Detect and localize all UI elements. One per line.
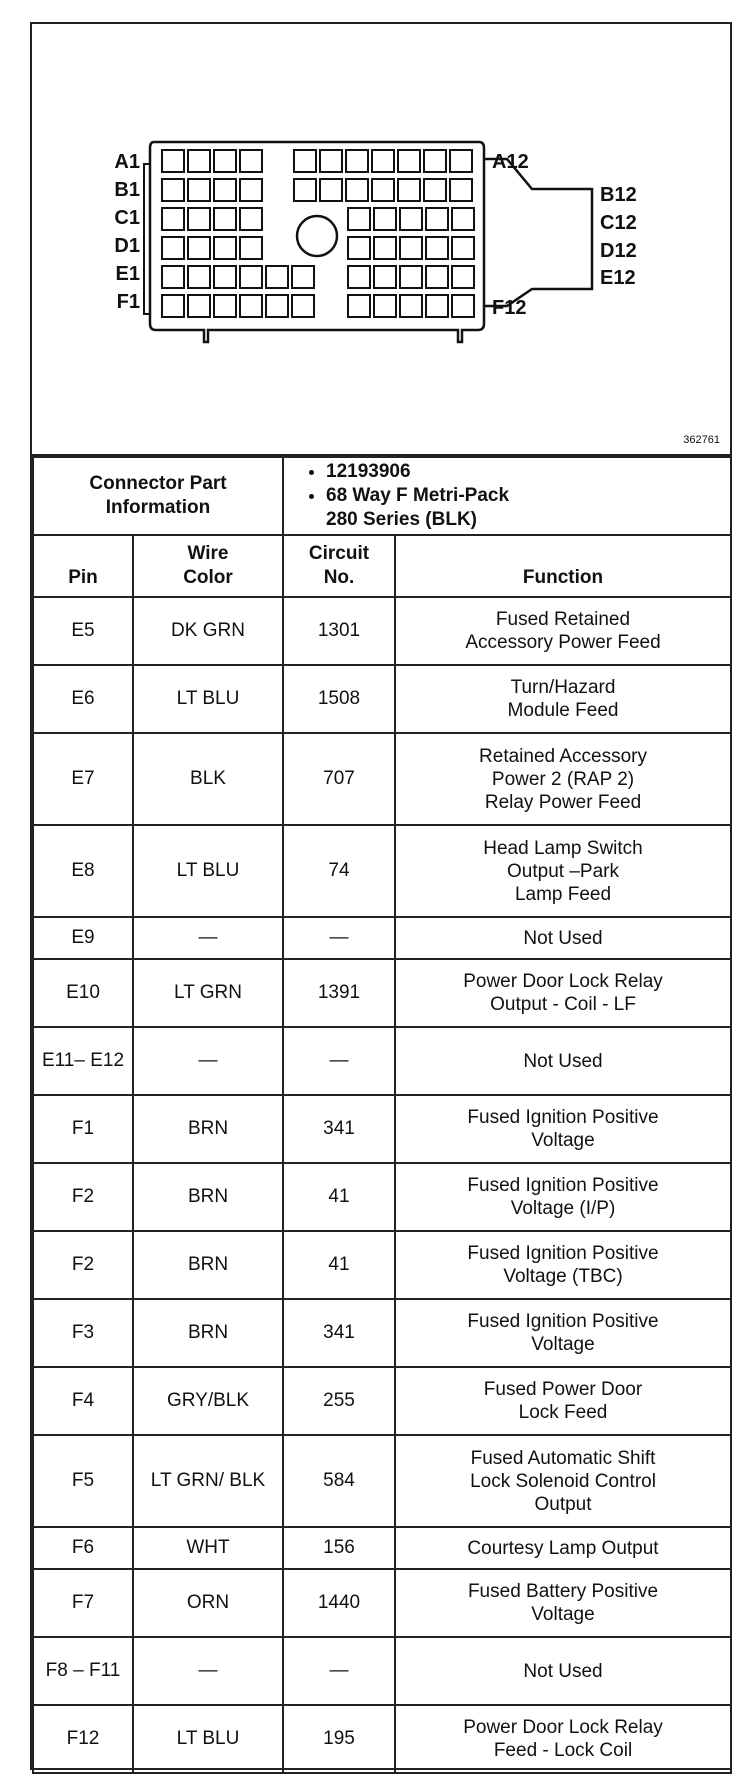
pin-cavity [240,208,262,230]
pin-cavity [162,179,184,201]
wire-color-cell: — [133,1027,283,1095]
pin-cell: F12 [33,1705,133,1773]
function-cell: Fused Ignition Positive Voltage [395,1095,731,1163]
wire-color-cell: BRN [133,1095,283,1163]
table-header-row [33,535,731,597]
pin-cavity [374,266,396,288]
pin-cavity [348,237,370,259]
pin-cell: F2 [33,1231,133,1299]
row-label-left: E1 [115,263,140,285]
pin-cavity [450,179,472,201]
wire-color-cell: LT BLU [133,665,283,733]
table-row [33,1637,731,1705]
connector-type: • 68 Way F Metri-Pack 280 Series (BLK) [326,484,724,532]
wire-color-cell: BRN [133,1163,283,1231]
pin-cavity [214,208,236,230]
circuit-cell: 584 [283,1435,395,1527]
row-label-left: F1 [116,291,140,313]
circuit-cell: 195 [283,1705,395,1773]
pin-cavity [214,295,236,317]
function-cell: Fused Ignition Positive Voltage [395,1299,731,1367]
function-cell: Not Used [395,1027,731,1095]
pin-cavity [294,150,316,172]
connector-face-drawing [32,24,730,454]
pin-cavity [400,237,422,259]
pin-cell: E11– E12 [33,1027,133,1095]
table-row [33,1435,731,1527]
pin-cavity [292,266,314,288]
pin-cavity [162,150,184,172]
pin-cavity [452,237,474,259]
row-label-right: E12 [600,267,636,289]
pin-cavity [294,179,316,201]
pin-cavity [240,237,262,259]
row-label-left: B1 [114,179,140,201]
pin-cavity [266,266,288,288]
function-cell: Not Used [395,917,731,959]
pin-cell: E8 [33,825,133,917]
pin-cavity [452,266,474,288]
pin-cavity [162,208,184,230]
header-wire-color: Wire Color [133,535,283,597]
circuit-cell: 156 [283,1527,395,1569]
wire-color-cell: DK GRN [133,597,283,665]
pinout-table [32,456,732,1774]
pin-cavity [214,150,236,172]
pin-cell: E9 [33,917,133,959]
row-label-left: D1 [114,235,140,257]
pin-cavity [400,295,422,317]
wire-color-cell: LT BLU [133,1705,283,1773]
circuit-cell: 341 [283,1095,395,1163]
circuit-cell: — [283,1637,395,1705]
pin-cavity [240,179,262,201]
table-row [33,1527,731,1569]
wire-color-cell: ORN [133,1569,283,1637]
pin-cavity [372,150,394,172]
table-row [33,1095,731,1163]
table-row [33,665,731,733]
circuit-cell: 41 [283,1231,395,1299]
circuit-cell: 255 [283,1367,395,1435]
row-label-right: D12 [600,240,637,262]
row-label-right: F12 [492,297,527,319]
pin-cavity [426,208,448,230]
pin-cavity [374,295,396,317]
circuit-cell: 707 [283,733,395,825]
pin-cavity [426,237,448,259]
connector-diagram [32,24,730,456]
pin-cavity [214,179,236,201]
pin-cell: F7 [33,1569,133,1637]
pin-cavity [214,266,236,288]
pin-cavity [452,295,474,317]
pin-cell: E7 [33,733,133,825]
pin-cavity [348,266,370,288]
pin-cell: F1 [33,1095,133,1163]
table-row [33,1705,731,1773]
connector-sheet [30,22,732,1770]
row-label-right: B12 [600,184,637,206]
pin-cell: F5 [33,1435,133,1527]
pin-cavity [450,150,472,172]
pin-cavity [346,150,368,172]
function-cell: Fused Automatic Shift Lock Solenoid Control Output [395,1435,731,1527]
pin-cell: E10 [33,959,133,1027]
pin-cavity [240,266,262,288]
row-label-right: C12 [600,212,637,234]
pin-cavity [398,179,420,201]
circuit-cell: 341 [283,1299,395,1367]
pin-cavity [426,266,448,288]
pin-cell: E6 [33,665,133,733]
pin-cavity [346,179,368,201]
function-cell: Fused Retained Accessory Power Feed [395,597,731,665]
wire-color-cell: — [133,917,283,959]
table-row [33,1367,731,1435]
pin-cell: F6 [33,1527,133,1569]
header-pin: Pin [33,535,133,597]
figure-id: 362761 [683,434,720,446]
connector-info-row [33,457,731,535]
pin-cavity [348,208,370,230]
pin-cell: F2 [33,1163,133,1231]
circuit-cell: — [283,1027,395,1095]
circuit-cell: — [283,917,395,959]
connector-part-number: • 12193906 [326,460,724,484]
pin-cell: F3 [33,1299,133,1367]
pin-cavity [188,179,210,201]
pin-cavity [424,150,446,172]
function-cell: Fused Power Door Lock Feed [395,1367,731,1435]
function-cell: Not Used [395,1637,731,1705]
function-cell: Power Door Lock Relay Output - Coil - LF [395,959,731,1027]
connector-latch-outline [484,159,592,306]
function-cell: Head Lamp Switch Output –Park Lamp Feed [395,825,731,917]
table-row [33,1569,731,1637]
pin-cell: F4 [33,1367,133,1435]
pin-cavity [214,237,236,259]
pin-cavity-grid [162,150,474,317]
pin-cavity [320,179,342,201]
table-row [33,1163,731,1231]
circuit-cell: 1391 [283,959,395,1027]
pin-cavity [452,208,474,230]
table-row [33,917,731,959]
table-row [33,1299,731,1367]
function-cell: Fused Battery Positive Voltage [395,1569,731,1637]
header-circuit-no: Circuit No. [283,535,395,597]
table-row [33,733,731,825]
pin-cavity [372,179,394,201]
circuit-cell: 74 [283,825,395,917]
function-cell: Power Door Lock Relay Feed - Lock Coil [395,1705,731,1773]
pin-cavity [162,295,184,317]
pin-cavity [292,295,314,317]
connector-info-value [283,457,731,535]
row-label-right: A12 [492,151,529,173]
pin-cavity [424,179,446,201]
pin-cavity [162,237,184,259]
pin-cavity [266,295,288,317]
wire-color-cell: BRN [133,1231,283,1299]
table-row [33,959,731,1027]
pin-cavity [240,295,262,317]
pin-cell: E5 [33,597,133,665]
circuit-cell: 1301 [283,597,395,665]
connector-keyway [297,216,337,256]
function-cell: Courtesy Lamp Output [395,1527,731,1569]
connector-info-label: Connector Part Information [33,457,283,535]
pin-cavity [398,150,420,172]
pin-cavity [188,150,210,172]
pin-cavity [374,208,396,230]
pin-cavity [400,208,422,230]
row-label-left: C1 [114,207,140,229]
pin-cavity [240,150,262,172]
wire-color-cell: BLK [133,733,283,825]
function-cell: Fused Ignition Positive Voltage (I/P) [395,1163,731,1231]
wire-color-cell: GRY/BLK [133,1367,283,1435]
wire-color-cell: LT GRN/ BLK [133,1435,283,1527]
function-cell: Retained Accessory Power 2 (RAP 2) Relay Power Feed [395,733,731,825]
table-row [33,825,731,917]
function-cell: Turn/Hazard Module Feed [395,665,731,733]
circuit-cell: 1508 [283,665,395,733]
wire-color-cell: — [133,1637,283,1705]
function-cell: Fused Ignition Positive Voltage (TBC) [395,1231,731,1299]
table-row [33,1027,731,1095]
pin-cavity [426,295,448,317]
pin-cavity [400,266,422,288]
pin-cavity [348,295,370,317]
table-row [33,1231,731,1299]
pin-cavity [320,150,342,172]
row-label-left: A1 [114,151,140,173]
pin-cavity [188,295,210,317]
table-row [33,597,731,665]
wire-color-cell: LT BLU [133,825,283,917]
pin-cavity [162,266,184,288]
pin-cavity [188,237,210,259]
pin-cavity [188,266,210,288]
circuit-cell: 41 [283,1163,395,1231]
header-function: Function [395,535,731,597]
wire-color-cell: LT GRN [133,959,283,1027]
pin-cavity [188,208,210,230]
pin-cell: F8 – F11 [33,1637,133,1705]
wire-color-cell: BRN [133,1299,283,1367]
circuit-cell: 1440 [283,1569,395,1637]
wire-color-cell: WHT [133,1527,283,1569]
pin-cavity [374,237,396,259]
